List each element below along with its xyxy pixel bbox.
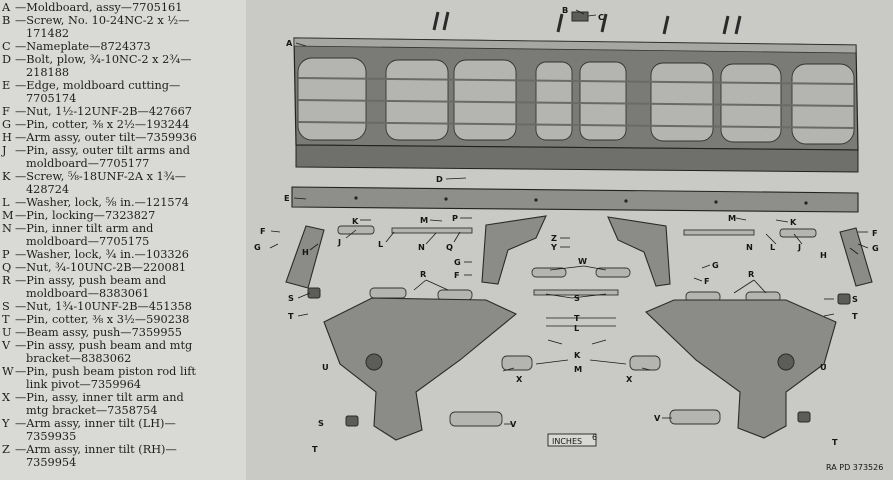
nameplate-part	[572, 12, 588, 21]
legend-text: Pin assy, push beam and	[26, 274, 167, 287]
callout-q: Q	[446, 242, 453, 252]
legend-code: C	[2, 40, 11, 53]
outer-tilt-pin-right	[780, 229, 816, 237]
legend-code: K	[2, 170, 11, 183]
callout-e: E	[284, 193, 290, 203]
callout-f-right: F	[872, 228, 878, 238]
callout-u-left: U	[322, 362, 329, 372]
callout-k-left: K	[352, 216, 359, 226]
callout-b: B	[562, 5, 569, 15]
legend-text-continued: 171482	[26, 27, 70, 40]
callout-z: Z	[551, 233, 557, 243]
legend-separator: —	[15, 274, 27, 287]
legend-separator: —	[15, 261, 27, 274]
callout-y: Y	[551, 242, 557, 252]
legend-code: P	[2, 248, 10, 261]
legend-entry-s	[2, 300, 244, 313]
legend-text: Pin, cotter, ⅜ x 3½—590238	[26, 313, 190, 326]
legend-entry-c	[2, 40, 244, 53]
legend-entry-d	[2, 53, 244, 79]
legend-code: H	[2, 131, 12, 144]
legend-entry-v	[2, 339, 244, 365]
legend-code: M	[2, 209, 14, 222]
parts-legend	[0, 0, 244, 480]
callout-g-mid-right: G	[712, 260, 719, 270]
callout-t-lower-right: T	[832, 437, 838, 447]
legend-separator: —	[15, 417, 27, 430]
callout-t-upper-left: T	[288, 311, 294, 321]
legend-text: Edge, moldboard cutting—	[26, 79, 181, 92]
legend-entry-e	[2, 79, 244, 105]
legend-text-continued: 7359935	[26, 430, 77, 443]
mtg-bracket-pin-right	[670, 410, 720, 424]
callout-m-mid: M	[574, 364, 583, 374]
callout-w-left: X	[516, 374, 523, 384]
legend-code: J	[2, 144, 7, 157]
legend-entry-u	[2, 326, 244, 339]
callout-s-mid: S	[574, 293, 580, 303]
legend-text: Arm assy, inner tilt (RH)—	[26, 443, 177, 456]
legend-text: Arm assy, outer tilt—7359936	[26, 131, 197, 144]
nut-left-lower	[346, 416, 358, 426]
callout-f-left: F	[260, 226, 266, 236]
legend-separator: —	[15, 209, 27, 222]
legend-text: Beam assy, push—7359955	[26, 326, 182, 339]
legend-code: T	[2, 313, 10, 326]
callout-h-left: H	[302, 247, 309, 257]
scale-mark: 6	[592, 433, 598, 442]
legend-separator: —	[15, 170, 27, 183]
legend-text: Pin, locking—7323827	[26, 209, 156, 222]
legend-entry-r	[2, 274, 244, 300]
legend-code: B	[2, 14, 11, 27]
legend-entry-j	[2, 144, 244, 170]
callout-l-right: L	[770, 242, 776, 252]
scale-label: INCHES	[552, 437, 583, 446]
legend-separator: —	[15, 222, 27, 235]
legend-text: Arm assy, inner tilt (LH)—	[26, 417, 176, 430]
callout-h-right: H	[820, 250, 827, 260]
legend-separator: —	[15, 300, 27, 313]
callout-t-mid: T	[574, 313, 580, 323]
legend-code: W	[2, 365, 14, 378]
legend-entry-b	[2, 14, 244, 40]
legend-separator: —	[15, 40, 27, 53]
legend-entry-g	[2, 118, 244, 131]
mtg-bracket-pin-left	[450, 412, 502, 426]
callout-l-mid: L	[574, 323, 580, 333]
callout-r-right: R	[748, 269, 755, 279]
legend-code: D	[2, 53, 12, 66]
callout-f-mid-right: F	[704, 276, 710, 286]
callout-g-left: G	[254, 242, 261, 252]
legend-code: X	[2, 391, 11, 404]
callout-d: D	[436, 174, 443, 184]
legend-text-continued: 218188	[26, 66, 70, 79]
lift-link-pivot-pin-left	[502, 356, 532, 370]
legend-code: Z	[2, 443, 10, 456]
legend-entry-h	[2, 131, 244, 144]
legend-separator: —	[15, 131, 27, 144]
callout-n-left: N	[418, 242, 425, 252]
legend-text: Nameplate—8724373	[26, 40, 151, 53]
legend-entry-w	[2, 365, 244, 391]
legend-separator: —	[15, 118, 27, 131]
exploded-view-illustration	[246, 0, 893, 480]
legend-code: E	[2, 79, 11, 92]
callout-j-left: J	[338, 237, 342, 247]
legend-code: N	[2, 222, 12, 235]
legend-text-continued: moldboard—7705175	[26, 235, 150, 248]
legend-entry-n	[2, 222, 244, 248]
legend-code: S	[2, 300, 10, 313]
legend-entry-z	[2, 443, 244, 469]
legend-code: G	[2, 118, 12, 131]
legend-text-continued: bracket—8383062	[26, 352, 132, 365]
legend-text: Washer, lock, ⅝ in.—121574	[26, 196, 189, 209]
legend-code: F	[2, 105, 10, 118]
legend-text-continued: mtg bracket—7358754	[26, 404, 158, 417]
legend-entry-f	[2, 105, 244, 118]
legend-entry-x	[2, 391, 244, 417]
legend-code: V	[2, 339, 11, 352]
legend-separator: —	[15, 14, 27, 27]
callout-g-mid: G	[454, 257, 461, 267]
callout-c: C	[598, 12, 605, 22]
legend-separator: —	[15, 313, 27, 326]
legend-text: Nut, 1¾-10UNF-2B—451358	[26, 300, 192, 313]
legend-text: Pin, cotter, ⅜ x 2½—193244	[26, 118, 190, 131]
legend-entry-y	[2, 417, 244, 443]
callout-t-upper-right: T	[852, 311, 858, 321]
callout-r-left: R	[420, 269, 427, 279]
nut-right-upper	[838, 294, 850, 304]
legend-entry-t	[2, 313, 244, 326]
callout-t-lower-left: T	[312, 444, 318, 454]
legend-code: U	[2, 326, 12, 339]
callout-s-upper-right: S	[852, 294, 858, 304]
inner-tilt-pin-right	[684, 230, 754, 235]
legend-text-continued: link pivot—7359964	[26, 378, 142, 391]
legend-text: Washer, lock, ¾ in.—103326	[26, 248, 189, 261]
legend-separator: —	[15, 1, 27, 14]
legend-code: L	[2, 196, 10, 209]
legend-entry-l	[2, 196, 244, 209]
legend-entry-k	[2, 170, 244, 196]
callout-u-right: U	[820, 362, 827, 372]
legend-text: Pin assy, push beam and mtg	[26, 339, 193, 352]
legend-entry-q	[2, 261, 244, 274]
exploded-view-drawing	[246, 0, 893, 480]
legend-separator: —	[15, 326, 27, 339]
figure-credit: RA PD 373526	[826, 463, 884, 472]
legend-text: Bolt, plow, ¾-10NC-2 x 2¾—	[26, 53, 192, 66]
legend-code: A	[2, 1, 11, 14]
legend-text: Screw, No. 10-24NC-2 x ½—	[26, 14, 190, 27]
legend-separator: —	[15, 339, 27, 352]
callout-k-mid: K	[574, 350, 581, 360]
callout-x: W	[578, 256, 588, 266]
inch-scale	[548, 433, 597, 446]
callout-k-right: K	[790, 217, 797, 227]
callout-m-right: M	[728, 213, 737, 223]
legend-separator: —	[15, 53, 27, 66]
callout-a: A	[286, 38, 293, 48]
lift-link-pivot-pin-right	[630, 356, 660, 370]
legend-separator: —	[15, 443, 27, 456]
legend-entry-a	[2, 1, 244, 14]
legend-text: Pin, assy, inner tilt arm and	[26, 391, 184, 404]
legend-separator: —	[15, 79, 27, 92]
legend-separator: —	[15, 391, 27, 404]
callout-s-lower-left: S	[318, 418, 324, 428]
legend-separator: —	[15, 196, 27, 209]
inner-tilt-mtg-pin-left	[532, 268, 566, 277]
callout-n-right: N	[746, 242, 753, 252]
push-beam-right-bore	[778, 354, 794, 370]
legend-text-continued: 7705174	[26, 92, 77, 105]
callout-m-left: M	[420, 215, 429, 225]
nut-right-lower	[798, 412, 810, 422]
legend-separator: —	[15, 144, 27, 157]
legend-text-continued: moldboard—8383061	[26, 287, 150, 300]
callout-f-mid: F	[454, 270, 460, 280]
callout-v-right: V	[654, 413, 661, 423]
legend-text-continued: 7359954	[26, 456, 77, 469]
push-beam-pin-left-1	[370, 288, 406, 298]
legend-text: Nut, 1½-12UNF-2B—427667	[26, 105, 192, 118]
callout-w-right: X	[626, 374, 633, 384]
legend-text: Moldboard, assy—7705161	[26, 1, 183, 14]
legend-text-continued: 428724	[26, 183, 70, 196]
legend-text: Pin, push beam piston rod lift	[26, 365, 196, 378]
legend-separator: —	[15, 105, 27, 118]
legend-code: Y	[2, 417, 10, 430]
legend-text: Pin, assy, outer tilt arms and	[26, 144, 191, 157]
callout-p: P	[452, 213, 459, 223]
callout-s-upper-left: S	[288, 293, 294, 303]
legend-text: Nut, ¾-10UNC-2B—220081	[26, 261, 187, 274]
push-beam-left-bore	[366, 354, 382, 370]
legend-text-continued: moldboard—7705177	[26, 157, 150, 170]
legend-separator: —	[15, 248, 27, 261]
callout-v-left: V	[510, 419, 517, 429]
callout-l-left: L	[378, 239, 384, 249]
legend-entry-p	[2, 248, 244, 261]
push-beam-pin-left-2	[438, 290, 472, 300]
callout-g-right: G	[872, 243, 879, 253]
callout-j-right: J	[798, 242, 802, 252]
legend-entry-m	[2, 209, 244, 222]
legend-code: Q	[2, 261, 12, 274]
legend-text: Pin, inner tilt arm and	[26, 222, 154, 235]
legend-code: R	[2, 274, 11, 287]
legend-text: Screw, ⅝-18UNF-2A x 1¾—	[26, 170, 186, 183]
legend-separator: —	[15, 365, 27, 378]
